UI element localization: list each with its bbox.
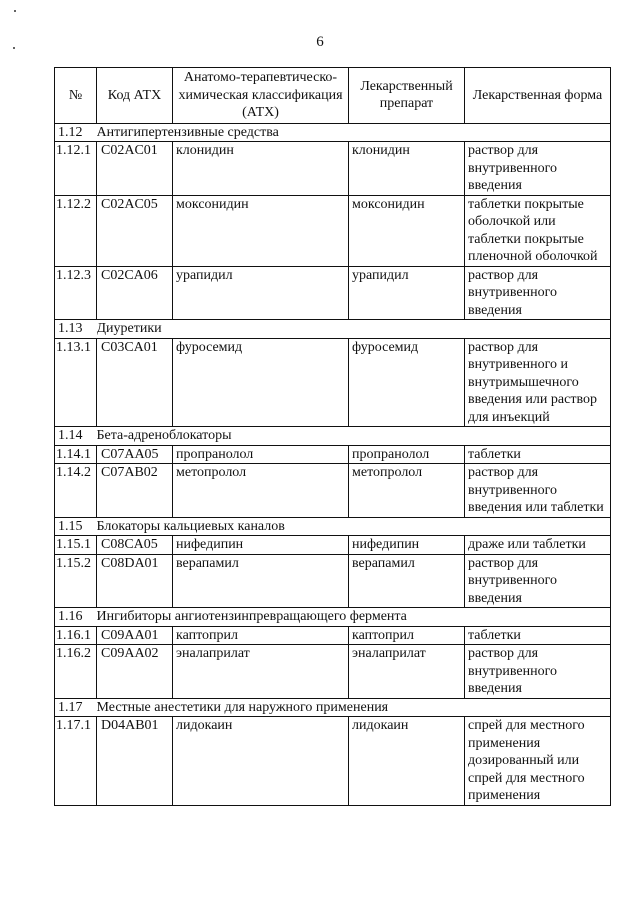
table-row: [55, 266, 611, 320]
page-number: 6: [316, 34, 324, 50]
header-row: [55, 68, 611, 124]
row-num: 1.16.2: [55, 645, 97, 699]
row-form: раствор для внутривенного введения: [465, 142, 611, 196]
row-atc-code: C07AA05: [97, 445, 173, 464]
row-preparation: урапидил: [349, 266, 465, 320]
row-preparation: верапамил: [349, 554, 465, 608]
row-atc-code: C02AC05: [97, 195, 173, 266]
section-row: [55, 123, 611, 142]
row-num: 1.14.1: [55, 445, 97, 464]
row-form: раствор для внутривенного введения: [465, 645, 611, 699]
row-preparation: моксонидин: [349, 195, 465, 266]
section-title: Блокаторы кальциевых каналов: [97, 517, 611, 536]
table-row: [55, 338, 611, 427]
row-classification: фуросемид: [173, 338, 349, 427]
section-num: 1.15: [55, 517, 97, 536]
header-form: Лекарственная форма: [465, 68, 611, 124]
table-row: [55, 717, 611, 806]
row-form: раствор для внутривенного введения: [465, 266, 611, 320]
row-preparation: фуросемид: [349, 338, 465, 427]
row-preparation: эналаприлат: [349, 645, 465, 699]
section-row: [55, 320, 611, 339]
section-num: 1.12: [55, 123, 97, 142]
row-form: драже или таблетки: [465, 536, 611, 555]
row-atc-code: C07AB02: [97, 464, 173, 518]
section-row: [55, 517, 611, 536]
drug-table: [54, 67, 611, 806]
row-preparation: пропранолол: [349, 445, 465, 464]
row-classification: метопролол: [173, 464, 349, 518]
row-form: раствор для внутривенного и внутримышечного введения или раствор для инъекций: [465, 338, 611, 427]
section-title: Диуретики: [97, 320, 611, 339]
row-atc-code: C02AC01: [97, 142, 173, 196]
row-num: 1.14.2: [55, 464, 97, 518]
table-row: [55, 626, 611, 645]
row-classification: пропранолол: [173, 445, 349, 464]
table-row: [55, 536, 611, 555]
row-num: 1.15.2: [55, 554, 97, 608]
row-form: таблетки покрытые оболочкой или таблетки покрытые пленочной оболочкой: [465, 195, 611, 266]
row-form: таблетки: [465, 445, 611, 464]
row-atc-code: C09AA02: [97, 645, 173, 699]
section-title: Ингибиторы ангиотензинпревращающего фермента: [97, 608, 611, 627]
table-row: [55, 554, 611, 608]
header-preparation: Лекарственный препарат: [349, 68, 465, 124]
table-row: [55, 645, 611, 699]
header-atc-code: Код АТХ: [97, 68, 173, 124]
row-atc-code: C03CA01: [97, 338, 173, 427]
row-preparation: нифедипин: [349, 536, 465, 555]
row-preparation: каптоприл: [349, 626, 465, 645]
row-form: таблетки: [465, 626, 611, 645]
section-num: 1.13: [55, 320, 97, 339]
drug-table-container: [54, 67, 610, 806]
row-num: 1.16.1: [55, 626, 97, 645]
row-classification: каптоприл: [173, 626, 349, 645]
table-row: [55, 445, 611, 464]
section-title: Местные анестетики для наружного применения: [97, 698, 611, 717]
row-classification: урапидил: [173, 266, 349, 320]
row-atc-code: C08DA01: [97, 554, 173, 608]
section-num: 1.16: [55, 608, 97, 627]
section-row: [55, 427, 611, 446]
table-row: [55, 464, 611, 518]
table-body: [55, 123, 611, 805]
row-form: раствор для внутривенного введения: [465, 554, 611, 608]
row-num: 1.17.1: [55, 717, 97, 806]
row-atc-code: C02CA06: [97, 266, 173, 320]
row-atc-code: D04AB01: [97, 717, 173, 806]
section-row: [55, 608, 611, 627]
section-row: [55, 698, 611, 717]
section-title: Бета-адреноблокаторы: [97, 427, 611, 446]
row-classification: верапамил: [173, 554, 349, 608]
table-row: [55, 142, 611, 196]
table-row: [55, 195, 611, 266]
row-num: 1.12.1: [55, 142, 97, 196]
row-num: 1.15.1: [55, 536, 97, 555]
section-num: 1.17: [55, 698, 97, 717]
header-classification: Анатомо-терапевтическо-химическая классификация (АТХ): [173, 68, 349, 124]
row-preparation: метопролол: [349, 464, 465, 518]
scan-speck: [14, 10, 16, 12]
row-preparation: клонидин: [349, 142, 465, 196]
row-classification: эналаприлат: [173, 645, 349, 699]
row-classification: лидокаин: [173, 717, 349, 806]
row-num: 1.13.1: [55, 338, 97, 427]
row-form: спрей для местного применения дозированный или спрей для местного применения: [465, 717, 611, 806]
row-num: 1.12.2: [55, 195, 97, 266]
row-classification: моксонидин: [173, 195, 349, 266]
row-preparation: лидокаин: [349, 717, 465, 806]
header-num: №: [55, 68, 97, 124]
section-num: 1.14: [55, 427, 97, 446]
row-classification: клонидин: [173, 142, 349, 196]
row-atc-code: C08CA05: [97, 536, 173, 555]
row-classification: нифедипин: [173, 536, 349, 555]
section-title: Антигипертензивные средства: [97, 123, 611, 142]
row-num: 1.12.3: [55, 266, 97, 320]
row-form: раствор для внутривенного введения или таблетки: [465, 464, 611, 518]
row-atc-code: C09AA01: [97, 626, 173, 645]
